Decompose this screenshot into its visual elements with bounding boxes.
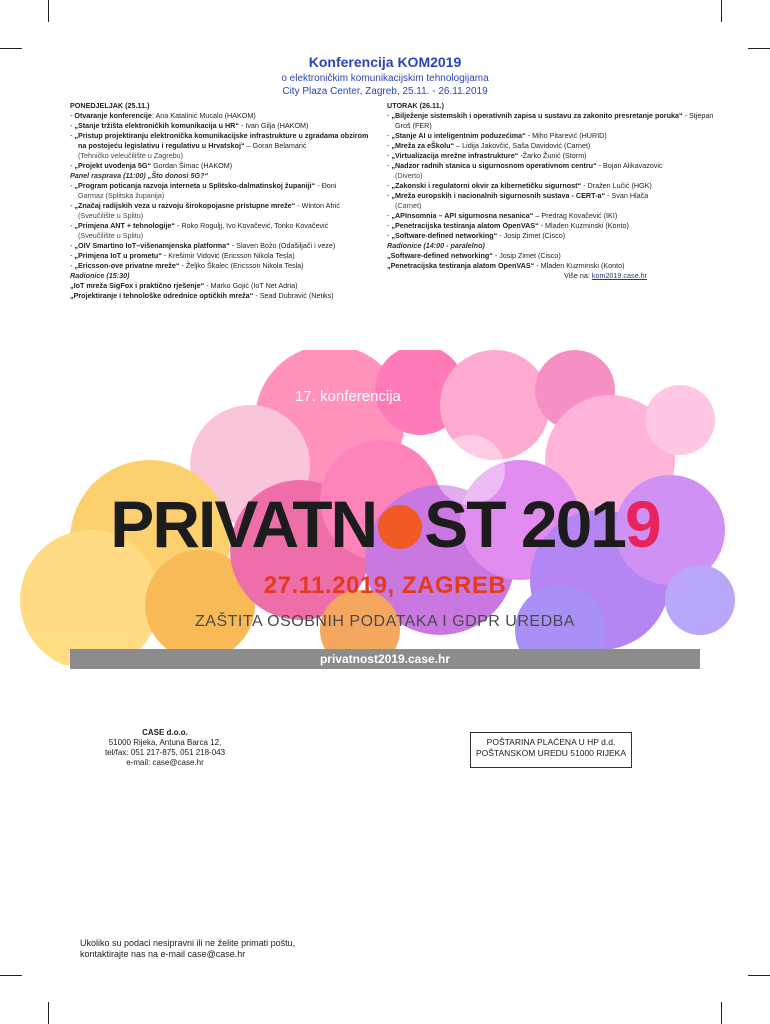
program-item [70, 161, 370, 171]
item-prefix: - [70, 251, 75, 260]
sender-street: 51000 Rijeka, Antuna Barca 12, [108, 738, 222, 747]
item-prefix: - [387, 141, 392, 150]
item-prefix: - [387, 131, 392, 140]
talk-title: „Stanje AI u inteligentnim poduzećima“ [391, 131, 526, 140]
talk-title: „Značaj radijskih veza u razvoju širokopojasne pristupne mreže“ [74, 201, 296, 210]
program-item [70, 201, 370, 211]
talk-title: „Pristup projektiranju elektronička komunikacijske infrastrukture u zgradama obzirom na postojeću legislativu i regulativu u Hrvatskoj“ [74, 131, 369, 150]
affiliation-line: (Sveučilište u Splitu) [78, 211, 144, 220]
talk-title: „Primjena IoT u prometu“ [74, 251, 162, 260]
sender-phone: tel/fax: 051 217-875, 051 218-043 [104, 748, 226, 757]
talk-title: „Software-defined networking“ [387, 251, 493, 260]
speaker: - Slaven Božo (Odašiljači i veze) [229, 241, 336, 250]
item-prefix: - [387, 231, 392, 240]
footer-line: Ukoliko su podaci nesipravni ili ne želite primati poštu, [80, 938, 296, 948]
item-prefix: - [387, 191, 392, 200]
talk-title: „Penetracijska testiranja alatom OpenVAS“ [391, 221, 539, 230]
crop-mark [0, 975, 22, 976]
item-prefix: - [387, 221, 392, 230]
talk-title: „Virtualizacija mrežne infrastrukture“ [391, 151, 519, 160]
talk-title: „Zakonski i regulatorni okvir za kibernetičku sigurnost“ [391, 181, 582, 190]
talk-title: „Software-defined networking“ [391, 231, 498, 240]
affiliation-line: (Tehničko veleučilište u Zagrebu) [78, 151, 184, 160]
section-heading: Panel rasprava (11:00) „Što donosi 5G?“ [70, 171, 209, 180]
speaker: - Dražen Lučić (HGK) [581, 181, 652, 190]
crop-mark [721, 0, 722, 22]
tuesday-program [387, 101, 717, 281]
speaker: – Lidija Jakovčić, Saša Davidović (Carnet) [454, 141, 591, 150]
speaker: - Winton Afrić [295, 201, 341, 210]
subtitle-line: o elektroničkim komunikacijskim tehnologijama [281, 73, 489, 84]
talk-title: „Penetracijska testiranja alatom OpenVAS“ [387, 261, 535, 270]
item-prefix: - [70, 131, 75, 140]
speaker: - Bojan Alikavazovic [596, 161, 663, 170]
day-heading: UTORAK (26.11.) [387, 101, 444, 110]
program-item [387, 261, 717, 271]
talk-title: „OIV Smartino IoT–višenamjenska platforma“ [74, 241, 230, 250]
talk-title: „Nadzor radnih stanica u sigurnosnom operativnom centru“ [391, 161, 597, 170]
speaker: - Ivan Gilja (HAKOM) [238, 121, 309, 130]
orange-dot-icon [378, 505, 422, 549]
speaker: - Josip Zimet (Cisco) [492, 251, 561, 260]
item-prefix: - [70, 121, 75, 130]
monday-program [70, 101, 370, 301]
item-prefix: - [70, 221, 75, 230]
page-title: Konferencija KOM2019 [308, 54, 462, 70]
item-prefix: - [70, 161, 75, 170]
program-item [70, 131, 370, 151]
program-item [70, 221, 370, 231]
page-subtitle [0, 72, 770, 98]
program-item [70, 121, 370, 131]
crop-mark [748, 48, 770, 49]
item-prefix: - [70, 201, 75, 210]
program-item [70, 111, 370, 121]
sender-email: e-mail: case@case.hr [126, 758, 204, 767]
footer-line: kontaktirajte nas na e-mail case@case.hr [80, 949, 246, 959]
program-item [70, 181, 370, 191]
postage-box [470, 732, 632, 768]
speaker: - Krešimir Vidović (Ericsson Nikola Tesla) [161, 251, 295, 260]
program-item [70, 291, 370, 301]
postage-line: POŠTARINA PLAĆENA U HP d.d. [486, 737, 616, 747]
item-prefix: - [70, 261, 75, 270]
speaker: – Predrag Kovačević (IKI) [533, 211, 618, 220]
crop-mark [0, 48, 22, 49]
speaker: - Roko Roguljj, Ivo Kovačević, Tonko Kovačević [174, 221, 329, 230]
program-item [387, 151, 717, 161]
speaker: - Mladen Kuzminski (Konto) [534, 261, 625, 270]
item-prefix: - [70, 241, 75, 250]
talk-title: „Stanje tržišta elektroničkih komunikacija u HR“ [74, 121, 239, 130]
talk-title: „Projektiranje i tehnološke odrednice optičkih mreža“ [70, 291, 254, 300]
program-item [387, 251, 717, 261]
program-item [387, 111, 717, 131]
conference-number: 17. konferencija [295, 388, 401, 405]
item-prefix: - [70, 181, 75, 190]
crop-mark [48, 1002, 49, 1024]
event-subtitle: ZAŠTITA OSOBNIH PODATAKA I GDPR UREDBA [195, 613, 575, 630]
postage-line: POŠTANSKOM UREDU 51000 RIJEKA [475, 748, 627, 758]
sender-name: CASE d.o.o. [142, 728, 188, 737]
talk-title: „Projekt uvođenja 5G“ [74, 161, 152, 170]
program-item [70, 281, 370, 291]
item-prefix: - [70, 111, 75, 120]
speaker: : Ana Katalinić Mucalo (HAKOM) [151, 111, 256, 120]
footer-note [80, 938, 295, 960]
more-label: Više na: [564, 271, 592, 280]
subtitle-line: City Plaza Center, Zagreb, 25.11. - 26.11.2019 [282, 86, 488, 97]
item-prefix: - [387, 151, 392, 160]
speaker: - Željko Škalec (Ericsson Nikola Tesla) [179, 261, 304, 270]
talk-title: „IoT mreža SigFox i praktično rješenje“ [70, 281, 205, 290]
program-item [387, 141, 717, 151]
program-item [70, 251, 370, 261]
speaker: - Svan Hlača [605, 191, 649, 200]
title-left: PRIVATN [110, 487, 377, 561]
title-last: 9 [624, 487, 660, 561]
affiliation-line: (Sveučilište u Splitu) [78, 231, 144, 240]
poster-title [0, 486, 770, 562]
talk-title: „APInsomnia – API sigurnosna nesanica“ [391, 211, 534, 220]
speaker: - Miho Pitarević (HURID) [525, 131, 607, 140]
program-item [387, 231, 717, 241]
sender-address [95, 728, 235, 768]
talk-title: Otvaranje konferencije [74, 111, 152, 120]
speaker: Gordan Šimac (HAKOM) [151, 161, 233, 170]
more-info [387, 271, 717, 281]
speaker: – Goran Belamarić [244, 141, 307, 150]
speaker: - Marko Gojić (IoT Net Adria) [204, 281, 298, 290]
talk-title: „Mreža europskih i nacionalnih sigurnosnih sustava - CERT-a“ [391, 191, 606, 200]
event-date: 27.11.2019, ZAGREB [263, 572, 507, 599]
talk-title: „Mreža za eŠkolu“ [391, 141, 455, 150]
item-prefix: - [387, 161, 392, 170]
program-item [387, 191, 717, 201]
speaker: - Mladen Kuzminski (Konto) [538, 221, 629, 230]
talk-title: „Primjena ANT + tehnologije“ [74, 221, 175, 230]
section-heading: Radionice (15:30) [70, 271, 130, 280]
website-link[interactable]: privatnost2019.case.hr [70, 649, 700, 669]
title-right: ST 201 [424, 487, 625, 561]
talk-title: „Ericsson-ove privatne mreže“ [74, 261, 180, 270]
speaker: -Žarko Žunić (Storm) [518, 151, 587, 160]
program-item [387, 161, 717, 171]
affiliation-line: (Diverto) [395, 171, 423, 180]
program-item [70, 241, 370, 251]
crop-mark [48, 0, 49, 22]
day-heading: PONEDJELJAK (25.11.) [70, 101, 150, 110]
crop-mark [748, 975, 770, 976]
program-item [387, 181, 717, 191]
speaker: - Đoni [315, 181, 337, 190]
affiliation-line: Garmaz (Splitska županija) [78, 191, 165, 200]
program-item [387, 211, 717, 221]
more-link[interactable]: kom2019.case.hr [591, 271, 647, 280]
talk-title: „Program poticanja razvoja interneta u Splitsko-dalmatinskoj županiji“ [74, 181, 316, 190]
section-heading: Radionice (14:00 - paralelno) [387, 241, 485, 250]
affiliation-line: (Carnet) [395, 201, 422, 210]
crop-mark [721, 1002, 722, 1024]
speaker: - Sead Dubravić (Netiks) [253, 291, 334, 300]
talk-title: „Bilježenje sistemskih i operativnih zapisa u sustavu za zakonito presretanje poruka“ [391, 111, 683, 120]
program-item [387, 131, 717, 141]
item-prefix: - [387, 181, 392, 190]
program-item [70, 261, 370, 271]
speaker: - Stjepan Groš (FER) [395, 111, 714, 130]
speaker: - Josip Zimet (Cisco) [497, 231, 566, 240]
program-item [387, 221, 717, 231]
item-prefix: - [387, 111, 392, 120]
item-prefix: - [387, 211, 392, 220]
